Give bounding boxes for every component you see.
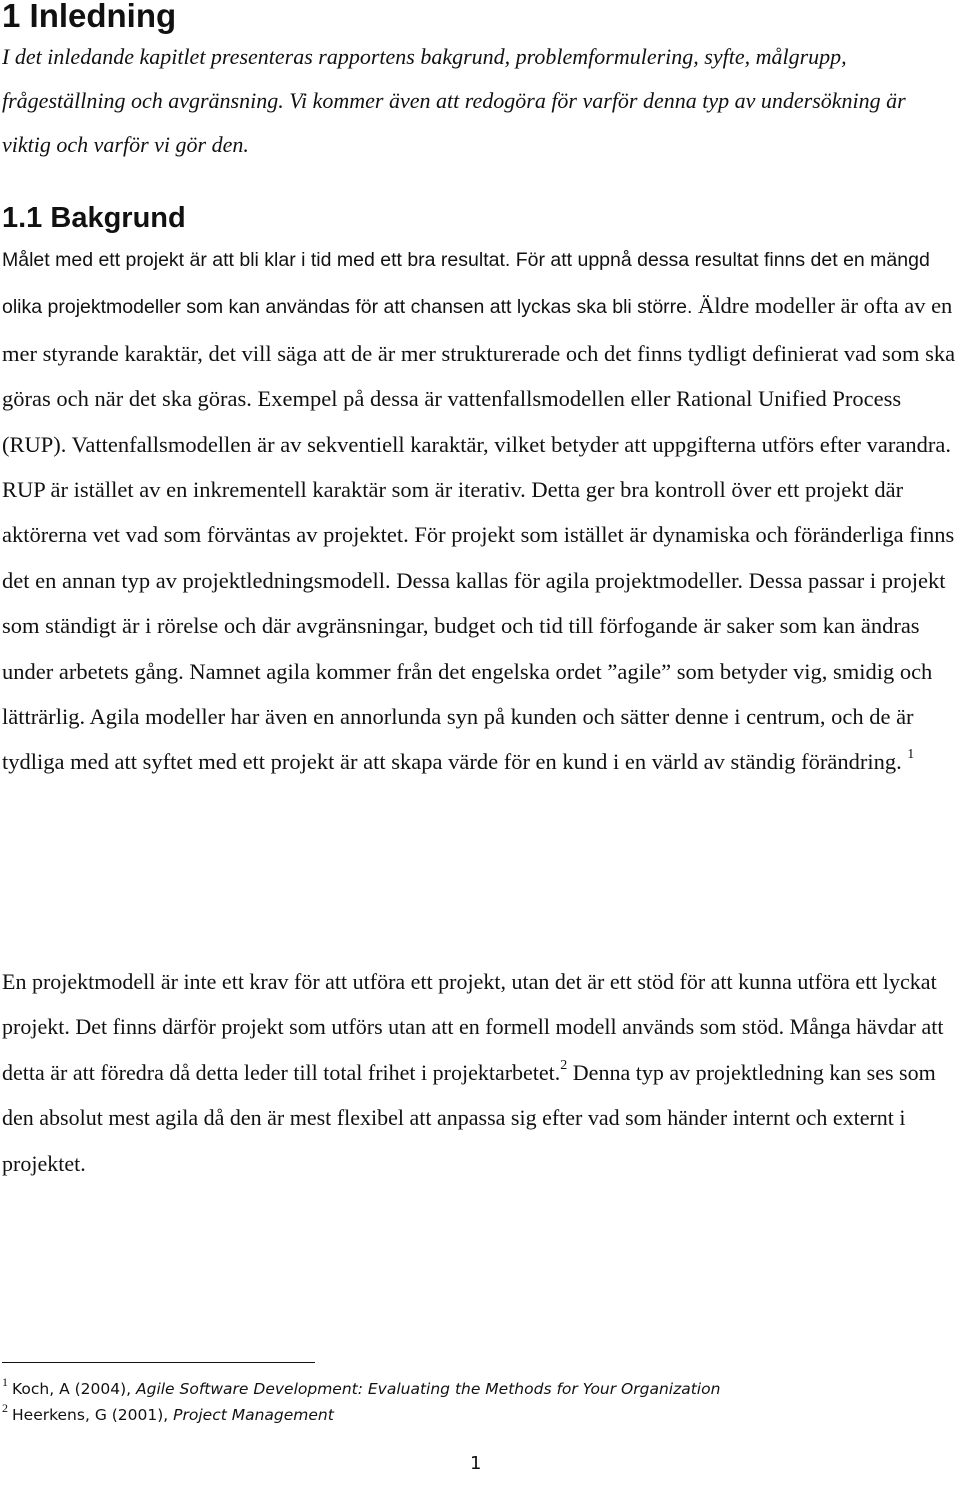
model-paragraph [2, 959, 958, 1186]
footnote-text: Heerkens, G (2001), [12, 1406, 174, 1424]
footnote-number: 2 [2, 1401, 8, 1415]
paragraph-serif-text: Äldre modeller är ofta av en mer styrande karaktär, det vill säga att de är mer strukturerade och det finns tydligt definierat vad som ska göras och när det ska göras. Exempel på dessa är vattenfallsmodellen eller Rational Unified Process (RUP). Vattenfallsmodellen är av sekventiell karaktär, vilket betyder att uppgifterna utförs efter varandra. RUP är istället av en inkrementell karaktär som är iterativ. Detta ger bra kontroll över ett projekt där aktörerna vet vad som förväntas av projektet. För projekt som istället är dynamiska och föränderliga finns det en annan typ av projektledningsmodell. Dessa kallas för agila projektmodeller. Dessa passar i projekt som ständigt är i rörelse och där avgränsningar, budget och tid till förfogande är saker som kan ändras under arbetets gång. Namnet agila kommer från det engelska ordet ”agile” som betyder vig, smidig och lätträrlig. Agila modeller har även en annorlunda syn på kunden och sätter denne i centrum, och de är tydliga med att syftet med ett projekt är att skapa värde för en kund i en värld av ständig förändring. [2, 293, 956, 775]
footnote-2 [2, 1402, 720, 1428]
footnotes [2, 1376, 720, 1428]
footnote-divider [2, 1362, 315, 1363]
chapter-heading: 1 Inledning [2, 0, 177, 34]
paragraph-text-part1: En projektmodell är inte ett krav för att utföra ett projekt, utan det är ett stöd för att kunna utföra ett lyckat projekt. Det finns därför projekt som utförs utan att en formell modell används som stöd. Många hävdar att detta är att föredra då detta leder till total frihet i projektarbetet. [2, 969, 944, 1085]
footnote-title: Project Management [173, 1406, 334, 1424]
page-number: 1 [470, 1453, 482, 1474]
footnote-1 [2, 1376, 720, 1402]
footnote-ref-2[interactable]: 2 [560, 1057, 568, 1073]
chapter-intro: I det inledande kapitlet presenteras rapportens bakgrund, problemformulering, syfte, målgrupp, frågeställning och avgränsning. Vi kommer även att redogöra för varför denna typ av undersökning är viktig och varför vi gör den. [2, 44, 906, 157]
footnote-ref-1[interactable]: 1 [907, 747, 915, 763]
footnote-number: 1 [2, 1375, 8, 1389]
paragraph-sans-text: Målet med ett projekt är att bli klar i tid med ett bra resultat. För att uppnå dessa resultat finns det en mängd olika projektmodeller som kan användas för att chansen att lyckas ska bli större. [2, 249, 930, 319]
footnote-title: Agile Software Development: Evaluating the Methods for Your Organization [136, 1380, 721, 1398]
paragraph-text-part2: Denna typ av projektledning kan ses som den absolut mest agila då den är mest flexibel att anpassa sig efter vad som händer internt och externt i projektet. [2, 1059, 936, 1176]
footnote-text: Koch, A (2004), [12, 1380, 136, 1398]
background-paragraph [2, 236, 958, 785]
section-heading: 1.1 Bakgrund [2, 202, 186, 234]
